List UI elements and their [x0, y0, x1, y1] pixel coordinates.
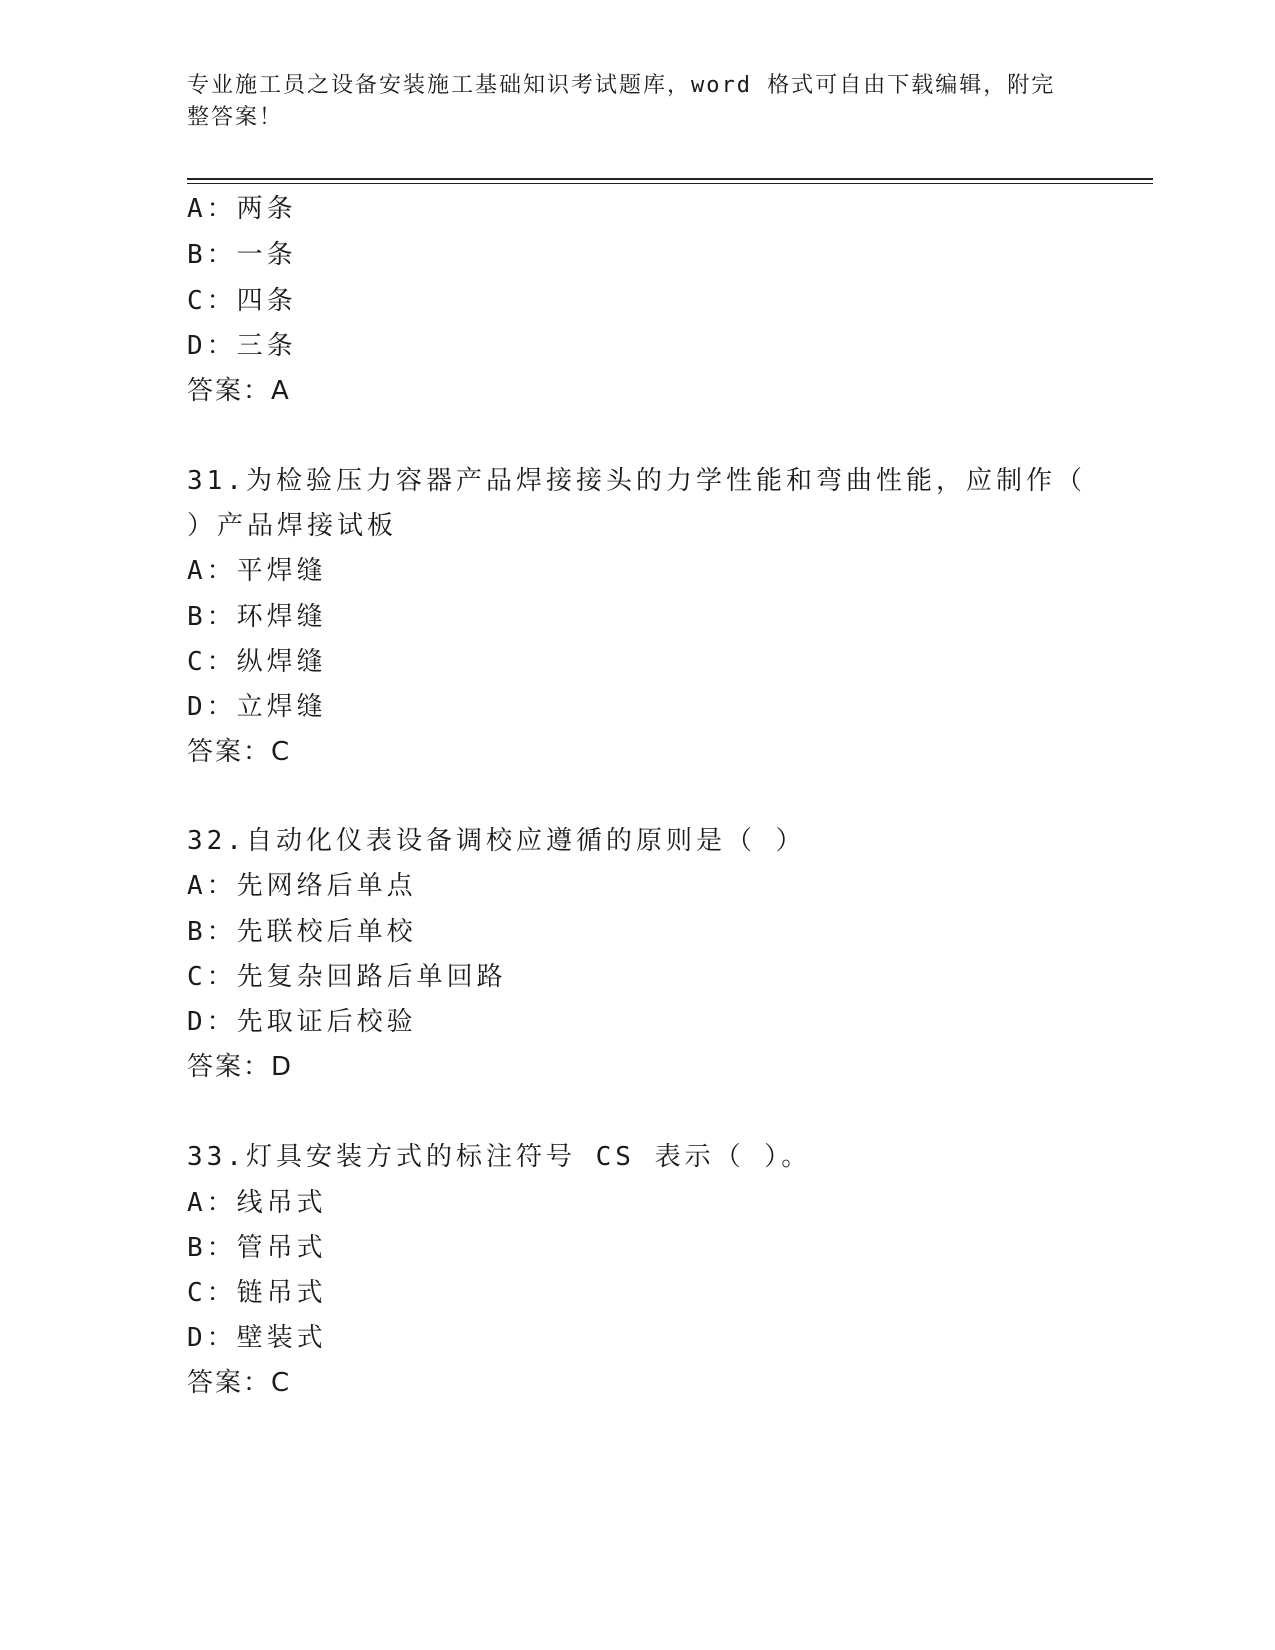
header-divider-thick: [187, 178, 1153, 180]
q30-answer: 答案：A: [187, 376, 291, 406]
q33-option-b: B：管吊式: [187, 1233, 327, 1263]
q33-question-line-1: 33.灯具安装方式的标注符号 CS 表示（ ）。: [187, 1142, 812, 1172]
q32-option-d: D：先取证后校验: [187, 1007, 417, 1037]
q31-question-line-1: 31.为检验压力容器产品焊接接头的力学性能和弯曲性能，应制作（: [187, 466, 1086, 496]
q33-option-c: C：链吊式: [187, 1278, 327, 1308]
header-line-1: 专业施工员之设备安装施工基础知识考试题库，word 格式可自由下载编辑，附完: [187, 73, 1056, 98]
q31-option-c: C：纵焊缝: [187, 647, 327, 677]
q32-option-a: A：先网络后单点: [187, 871, 417, 901]
q31-option-d: D：立焊缝: [187, 692, 327, 722]
q30-option-d: D：三条: [187, 331, 297, 361]
q30-option-b: B：一条: [187, 240, 297, 270]
q32-question-line-1: 32.自动化仪表设备调校应遵循的原则是（ ）: [187, 826, 806, 856]
q33-answer: 答案：C: [187, 1368, 292, 1398]
q30-option-c: C：四条: [187, 286, 297, 316]
q31-question-line-2: ）产品焊接试板: [187, 511, 398, 541]
q32-answer: 答案：D: [187, 1052, 294, 1082]
header-divider-thin: [187, 183, 1153, 184]
q33-option-a: A：线吊式: [187, 1188, 327, 1218]
document-header: [187, 70, 1067, 134]
q32-option-c: C：先复杂回路后单回路: [187, 962, 507, 992]
header-line-2: 整答案！: [187, 105, 284, 130]
q31-option-a: A：平焊缝: [187, 556, 327, 586]
q31-option-b: B：环焊缝: [187, 602, 327, 632]
q30-option-a: A：两条: [187, 194, 297, 224]
q32-option-b: B：先联校后单校: [187, 917, 417, 947]
q33-option-d: D：壁装式: [187, 1323, 327, 1353]
q31-answer: 答案：C: [187, 737, 292, 767]
